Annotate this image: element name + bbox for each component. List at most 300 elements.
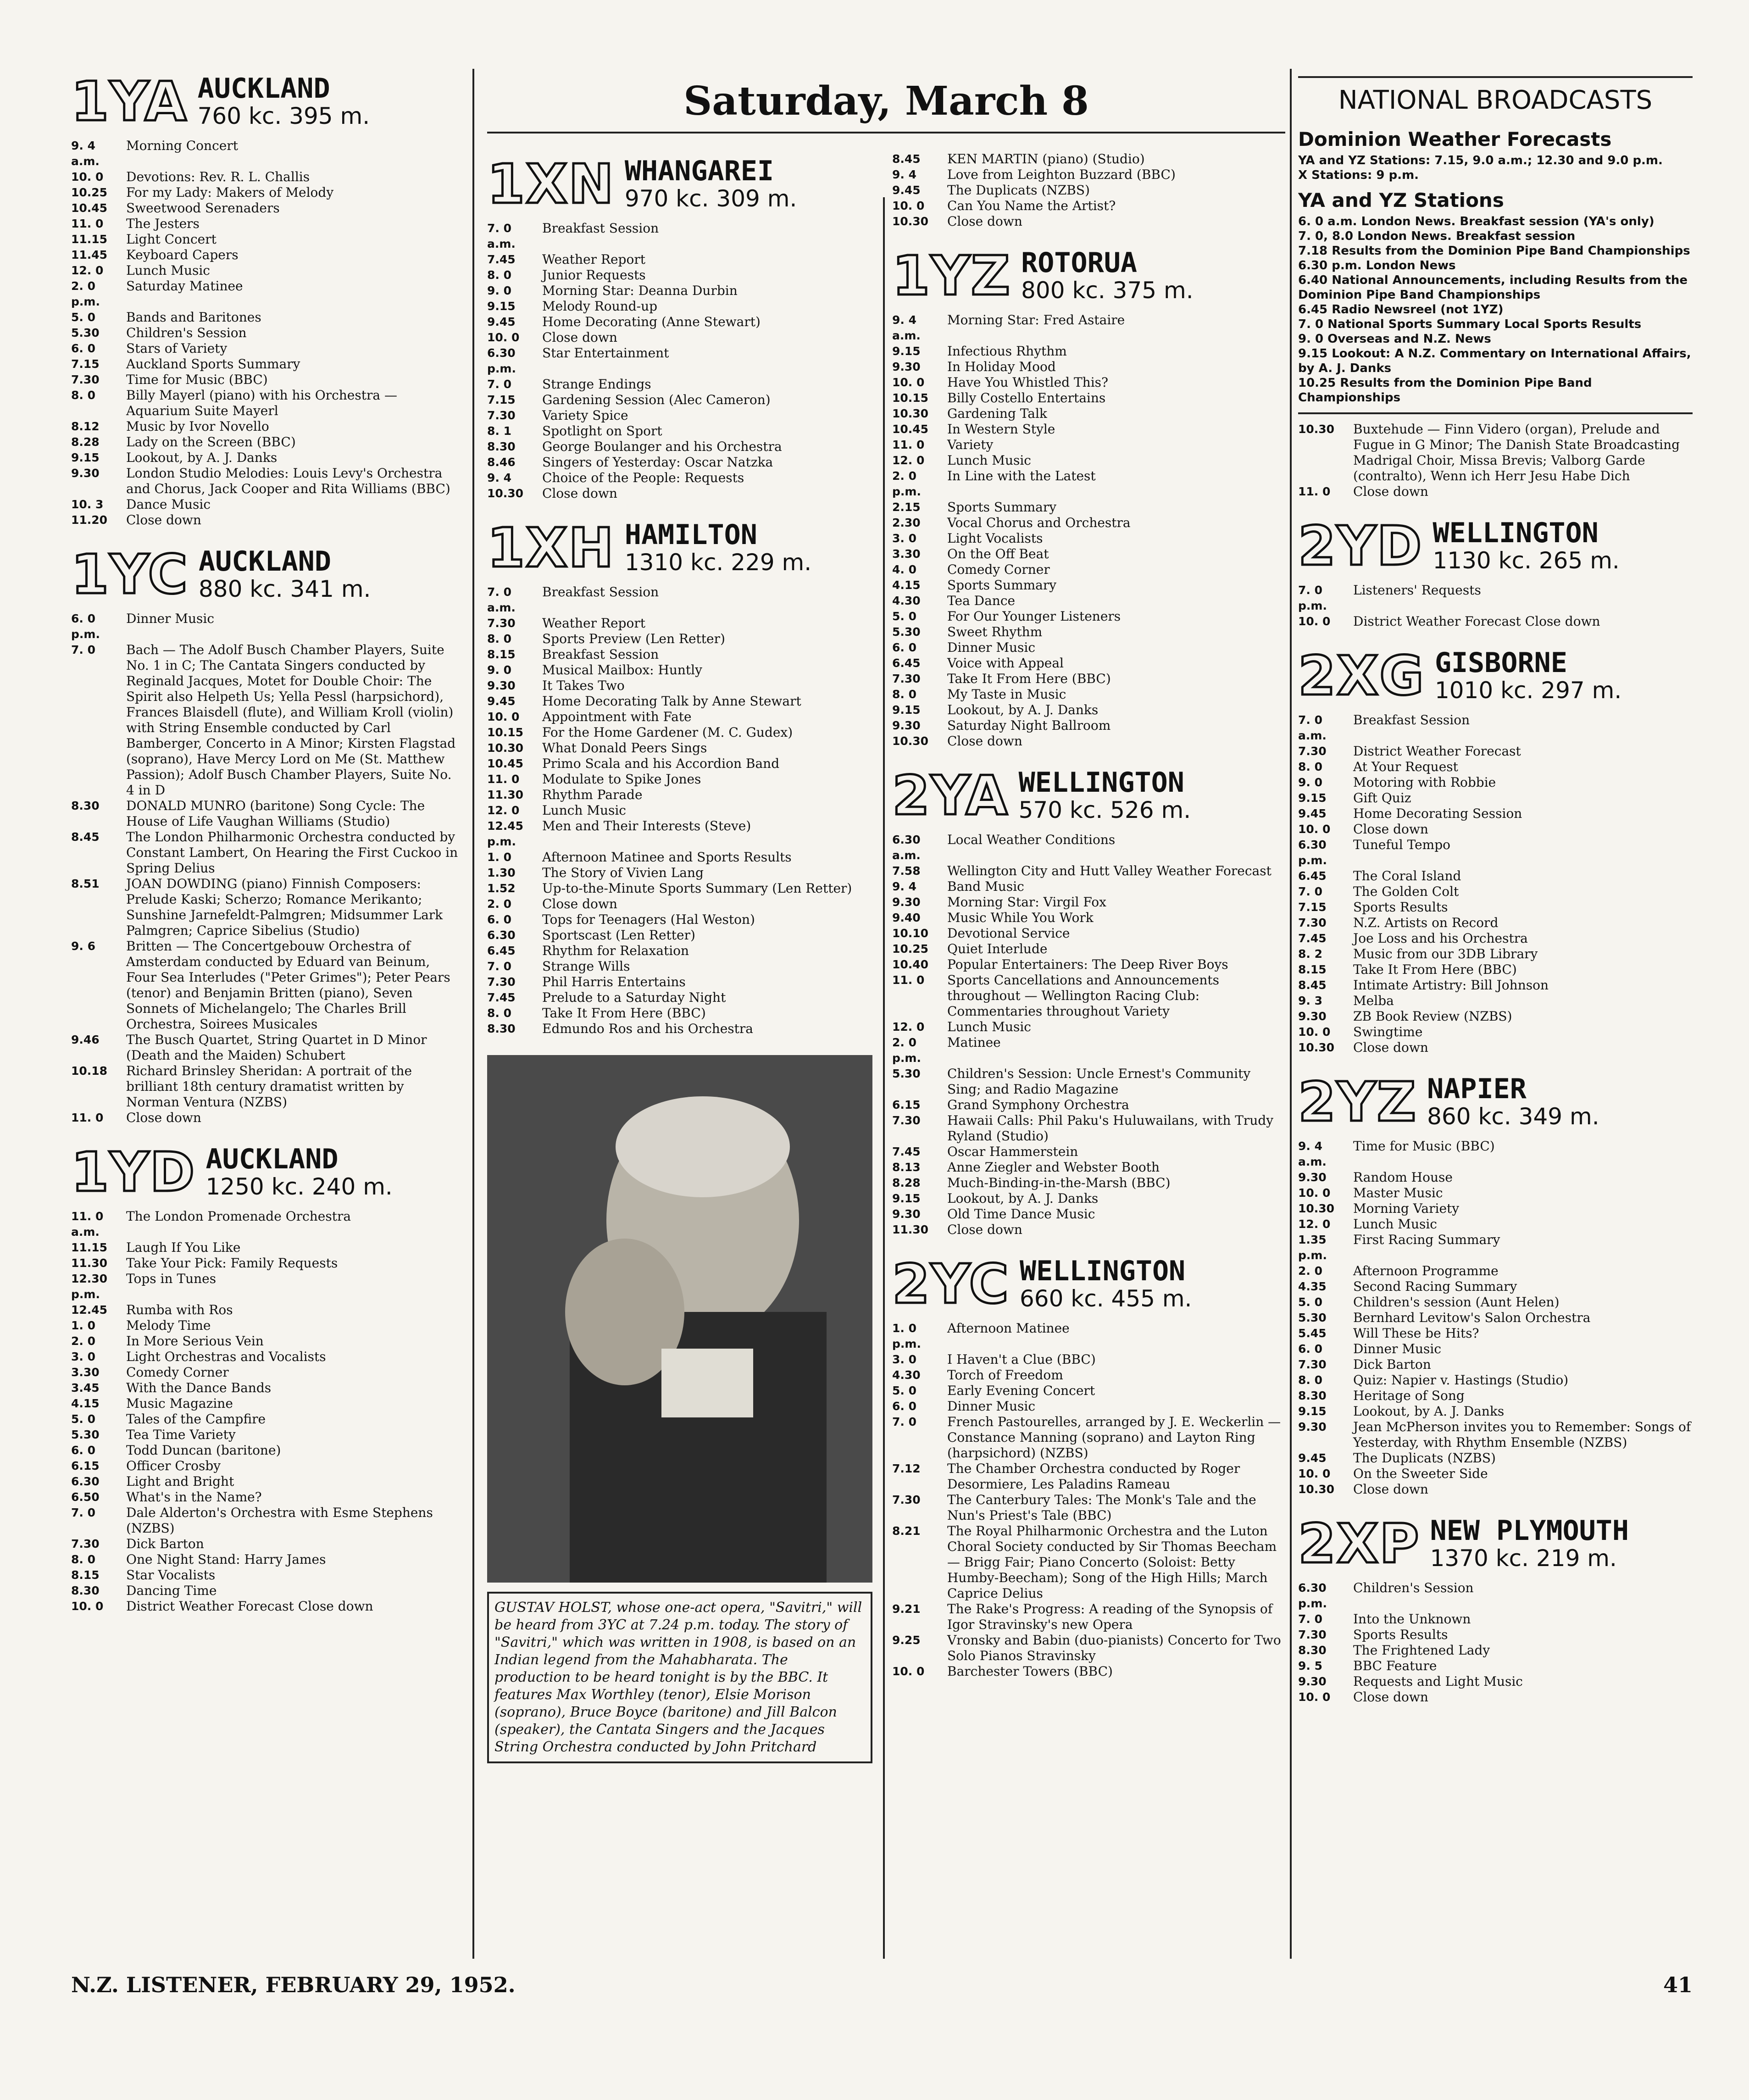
programme-title: Musical Mailbox: Huntly	[542, 662, 702, 678]
programme-row	[487, 486, 872, 501]
programme-time: 9.30	[1298, 1675, 1327, 1688]
programme-row	[1298, 1201, 1693, 1217]
programme-time: 5. 0	[892, 610, 916, 623]
station-frequency: 970 kc. 309 m.	[624, 185, 797, 212]
programme-row	[892, 453, 1284, 468]
programme-title: Rhythm for Relaxation	[542, 943, 689, 958]
programme-title: Children's Session: Uncle Ernest's Community Sing; and Radio Magazine	[947, 1066, 1251, 1097]
programme-time: 10. 3	[71, 498, 104, 511]
programme-title: In More Serious Vein	[126, 1333, 264, 1349]
programme-time: 3. 0	[892, 532, 916, 545]
programme-title: Sports Results	[1353, 900, 1448, 915]
programme-row	[487, 694, 872, 709]
programme-title: Devotional Service	[947, 926, 1070, 941]
programme-title: Will These be Hits?	[1353, 1326, 1479, 1341]
programme-time: 7.30	[892, 1493, 921, 1506]
programme-time: 8.30	[71, 1584, 100, 1597]
programme-title: Bernhard Levitow's Salon Orchestra	[1353, 1310, 1591, 1325]
programme-time: 9.30	[892, 895, 921, 909]
programme-time: 10.30	[892, 407, 929, 420]
programme-title: Tops in Tunes	[126, 1271, 217, 1286]
programme-title: The Royal Philharmonic Orchestra and the Luton Choral Society conducted by Sir Thomas Beecham — Brigg Fair; Piano Concerto (Soloist: Betty Humby-Beecham); Song of the High Hills; March Caprice Delius	[947, 1523, 1277, 1601]
programme-title: Lady on the Screen (BBC)	[126, 434, 296, 450]
programme-row	[892, 1601, 1284, 1633]
programme-time: 9. 4 a.m.	[1298, 1139, 1327, 1168]
programme-title: Close down	[126, 1110, 201, 1125]
programme-title: At Your Request	[1353, 759, 1458, 774]
programme-time: 5.30	[892, 625, 921, 639]
programme-title: The Frightened Lady	[1353, 1643, 1490, 1658]
programme-time: 10.30	[487, 487, 524, 500]
station-city: AUCKLAND	[198, 545, 331, 578]
programme-title: In Western Style	[947, 422, 1055, 437]
programme-title: Lookout, by A. J. Danks	[1353, 1404, 1505, 1419]
station-block	[71, 69, 461, 528]
programme-time: 6.45	[892, 656, 921, 670]
programme-row	[71, 939, 461, 1032]
programme-row	[892, 1383, 1284, 1399]
programme-time: 10.30	[892, 215, 929, 228]
programme-row	[487, 252, 872, 267]
programme-title: What's in the Name?	[126, 1489, 262, 1505]
station-header	[892, 763, 1284, 827]
programme-title: On the Off Beat	[947, 546, 1049, 561]
programme-title: Dancing Time	[126, 1583, 217, 1598]
programme-row	[1298, 1310, 1693, 1326]
programme-row	[71, 1333, 461, 1349]
programme-title: Sweet Rhythm	[947, 624, 1043, 639]
station-block	[1298, 1511, 1693, 1705]
station-city: GISBORNE	[1434, 647, 1567, 679]
programme-row	[892, 609, 1284, 624]
programme-time: 9. 0	[487, 663, 511, 677]
programme-title: Light Orchestras and Vocalists	[126, 1349, 326, 1364]
weather-title: Dominion Weather Forecasts	[1298, 128, 1612, 150]
programme-title: Men and Their Interests (Steve)	[542, 818, 751, 833]
programme-row	[487, 756, 872, 772]
programme-time: 7.30	[71, 1537, 100, 1550]
programme-title: The Rake's Progress: A reading of the Synopsis of Igor Stravinsky's new Opera	[947, 1601, 1273, 1632]
programme-row	[892, 624, 1284, 640]
programme-time: 10. 0	[487, 710, 520, 723]
programme-row	[487, 647, 872, 662]
programme-time: 9.30	[487, 679, 516, 692]
programme-row	[487, 439, 872, 455]
programme-time: 7.30	[1298, 1358, 1327, 1371]
station-info	[625, 156, 797, 211]
programme-time: 9.30	[71, 467, 100, 480]
programme-row	[1298, 712, 1693, 744]
programme-row	[892, 863, 1284, 879]
programme-row	[487, 330, 872, 345]
programme-title: London Studio Melodies: Louis Levy's Orchestra and Chorus, Jack Cooper and Rita Williams (BBC)	[126, 466, 450, 496]
programme-row	[487, 865, 872, 881]
programme-title: The Jesters	[126, 216, 200, 231]
programme-title: Sweetwood Serenaders	[126, 200, 280, 216]
programme-time: 6.30 p.m.	[487, 346, 516, 375]
national-item: 6.40 National Announcements, including Results from the Dominion Pipe Band Championships	[1298, 273, 1688, 302]
programme-time: 9. 6	[71, 939, 95, 953]
programme-time: 10. 0	[1298, 822, 1331, 836]
programme-row	[487, 943, 872, 959]
programme-title: Laugh If You Like	[126, 1240, 241, 1255]
programme-title: Billy Mayerl (piano) with his Orchestra — Aquarium Suite Mayerl	[126, 388, 397, 418]
programme-time: 11. 0	[1298, 485, 1331, 498]
programme-row	[71, 1302, 461, 1318]
programme-time: 3. 0	[892, 1353, 916, 1366]
station-city: AUCKLAND	[197, 72, 330, 105]
station-callsign: 2YC	[892, 1252, 1010, 1316]
programme-time: 1. 0	[71, 1319, 95, 1332]
programme-time: 4.30	[892, 594, 921, 607]
programme-row	[487, 678, 872, 694]
programme-title: Close down	[1353, 1689, 1428, 1705]
programme-row	[71, 216, 461, 232]
programme-title: Lunch Music	[126, 263, 210, 278]
programme-time: 7.15	[71, 357, 100, 371]
national-rule-bottom	[1298, 412, 1693, 414]
programme-title: Close down	[947, 214, 1022, 229]
programme-row	[1298, 962, 1693, 978]
programme-title: Infectious Rhythm	[947, 344, 1067, 359]
programme-title: Lunch Music	[947, 1019, 1031, 1034]
programme-time: 2. 0 p.m.	[71, 279, 100, 308]
programme-time: 9.15	[892, 703, 921, 717]
programme-title: For the Home Gardener (M. C. Gudex)	[542, 725, 793, 740]
programme-title: Close down	[1353, 1482, 1428, 1497]
programme-row	[1298, 1326, 1693, 1341]
programme-row	[1298, 946, 1693, 962]
programme-time: 8. 1	[487, 424, 511, 438]
programme-time: 1.30	[487, 866, 516, 879]
programme-row	[487, 662, 872, 678]
programme-row	[487, 470, 872, 486]
programme-title: Keyboard Capers	[126, 247, 239, 262]
programme-row	[487, 1021, 872, 1037]
column-rule	[472, 69, 474, 1959]
programme-title: Torch of Freedom	[947, 1367, 1063, 1383]
programme-title: For my Lady: Makers of Melody	[126, 185, 334, 200]
programme-row	[1298, 1139, 1693, 1170]
programme-title: Heritage of Song	[1353, 1388, 1465, 1403]
programme-row	[71, 1411, 461, 1427]
programme-title: Close down	[542, 486, 617, 501]
programme-title: With the Dance Bands	[126, 1380, 272, 1395]
programme-title: Close down	[1353, 822, 1428, 837]
programme-row	[892, 687, 1284, 702]
programme-title: Anne Ziegler and Webster Booth	[947, 1160, 1160, 1175]
programme-time: 9.15	[892, 344, 921, 358]
programme-title: Motoring with Robbie	[1353, 775, 1496, 790]
programme-time: 9.15	[71, 451, 100, 464]
station-callsign: 1YC	[71, 542, 189, 606]
programme-row	[1298, 1674, 1693, 1689]
programme-time: 10. 0	[892, 199, 925, 212]
portrait-image	[487, 1055, 872, 1583]
programme-time: 10. 0	[892, 376, 925, 389]
programme-row	[1298, 915, 1693, 931]
programme-time: 6.30	[487, 928, 516, 942]
programme-title: Close down	[542, 896, 617, 911]
programme-time: 7.30	[487, 975, 516, 989]
station-info	[1021, 248, 1194, 303]
programme-title: Dick Barton	[1353, 1357, 1431, 1372]
programme-time: 12. 0	[487, 804, 520, 817]
programme-time: 7.12	[892, 1462, 921, 1475]
programme-title: Love from Leighton Buzzard (BBC)	[947, 167, 1176, 182]
programme-title: Breakfast Session	[542, 647, 659, 662]
programme-title: Breakfast Session	[1353, 712, 1470, 728]
programme-row	[71, 1443, 461, 1458]
programme-title: Variety	[947, 437, 994, 452]
programme-time: 6. 0	[1298, 1342, 1322, 1356]
yayz-list	[1298, 214, 1693, 405]
national-item: 7.18 Results from the Dominion Pipe Band Championships	[1298, 244, 1690, 258]
station-header	[892, 1252, 1284, 1316]
programme-row	[487, 959, 872, 974]
station-frequency: 570 kc. 526 m.	[1018, 797, 1191, 823]
programme-time: 9.40	[892, 911, 921, 924]
programme-time: 10. 0	[892, 1665, 925, 1678]
programme-time: 5. 0	[71, 1412, 95, 1426]
programme-time: 5.30	[892, 1067, 921, 1080]
programme-title: Close down	[1353, 1040, 1428, 1055]
programme-time: 9.15	[892, 1192, 921, 1205]
programme-row	[487, 345, 872, 377]
programme-title: Lunch Music	[542, 803, 626, 818]
programme-title: Gift Quiz	[1353, 790, 1411, 806]
programme-title: Appointment with Fate	[542, 709, 692, 724]
programme-row	[892, 718, 1284, 733]
programme-title: Listeners' Requests	[1353, 583, 1481, 598]
programme-time: 10.30	[892, 734, 929, 748]
programme-title: Close down	[947, 1222, 1022, 1237]
programme-time: 9.30	[1298, 1010, 1327, 1023]
programme-title: The Coral Island	[1353, 868, 1461, 883]
programme-title: Popular Entertainers: The Deep River Boys	[947, 957, 1228, 972]
programme-time: 6.30	[71, 1475, 100, 1488]
programme-row	[892, 578, 1284, 593]
programme-time: 7. 0 a.m.	[487, 585, 516, 614]
programme-title: Take Your Pick: Family Requests	[126, 1256, 338, 1271]
programme-row	[892, 183, 1284, 198]
programme-row	[892, 733, 1284, 749]
programme-title: In Holiday Mood	[947, 359, 1056, 374]
station-header	[1298, 644, 1693, 707]
station-block	[892, 244, 1284, 749]
programme-time: 7.30	[487, 617, 516, 630]
programme-title: Sports Summary	[947, 578, 1057, 593]
programme-row	[1298, 837, 1693, 868]
programme-row	[892, 1633, 1284, 1664]
programme-time: 11. 0	[487, 772, 520, 786]
station-block	[892, 763, 1284, 1238]
programme-title: Random House	[1353, 1170, 1453, 1185]
programme-title: Melody Time	[126, 1318, 211, 1333]
programme-row	[487, 850, 872, 865]
programme-time: 9.25	[892, 1633, 921, 1647]
programme-row	[487, 392, 872, 408]
programme-row	[892, 214, 1284, 229]
programme-row	[487, 584, 872, 616]
programme-title: Vronsky and Babin (duo-pianists) Concerto for Two Solo Pianos Stravinsky	[947, 1633, 1281, 1663]
programme-row	[487, 423, 872, 439]
programme-row	[487, 709, 872, 725]
programme-time: 6.15	[892, 1098, 921, 1111]
programme-title: Children's Session	[1353, 1580, 1474, 1595]
programme-time: 10.15	[487, 726, 524, 739]
programme-row	[487, 725, 872, 740]
programme-title: Dick Barton	[126, 1536, 204, 1551]
programme-time: 10. 0	[1298, 615, 1331, 628]
programme-row	[1298, 806, 1693, 822]
programme-row	[1298, 422, 1693, 484]
programme-title: Singers of Yesterday: Oscar Natzka	[542, 455, 773, 470]
column-rule	[883, 197, 885, 1959]
programme-row	[892, 910, 1284, 926]
programme-title: Edmundo Ros and his Orchestra	[542, 1021, 754, 1036]
programme-title: Buxtehude — Finn Videro (organ), Prelude and Fugue in G Minor; The Danish State Broadcasting Madrigal Choir, Missa Brevis; Valborg Garde (contralto), Wenn ich Herr Jesu Habe Dich	[1353, 422, 1680, 483]
national-item: 7. 0, 8.0 London News. Breakfast session	[1298, 229, 1576, 243]
programme-time: 7. 0	[71, 643, 95, 656]
programme-row	[71, 1063, 461, 1110]
programme-time: 7.15	[1298, 900, 1327, 914]
programme-title: Dinner Music	[1353, 1341, 1442, 1356]
programme-title: Quiz: Napier v. Hastings (Studio)	[1353, 1372, 1569, 1388]
programme-row	[1298, 744, 1693, 759]
programme-time: 7. 0 a.m.	[1298, 713, 1327, 742]
programme-title: The Chamber Orchestra conducted by Roger Desormiere, Les Paladins Rameau	[947, 1461, 1240, 1492]
station-frequency: 1130 kc. 265 m.	[1433, 547, 1620, 574]
station-info	[1435, 648, 1621, 703]
programme-title: Lookout, by A. J. Danks	[947, 702, 1099, 717]
programme-time: 1. 0	[487, 850, 511, 864]
programme-title: Joe Loss and his Orchestra	[1353, 931, 1528, 946]
programme-row	[71, 1365, 461, 1380]
programme-time: 9.30	[892, 719, 921, 732]
programme-row	[1298, 484, 1693, 500]
programme-title: Star Entertainment	[542, 345, 669, 361]
programme-time: 6.45	[487, 944, 516, 957]
programme-title: BBC Feature	[1353, 1658, 1437, 1673]
programme-row	[892, 344, 1284, 359]
programme-title: Much-Binding-in-the-Marsh (BBC)	[947, 1175, 1171, 1190]
station-city: WELLINGTON	[1019, 1255, 1186, 1287]
programme-row	[71, 450, 461, 466]
programme-title: Modulate to Spike Jones	[542, 772, 701, 787]
programme-row	[1298, 1466, 1693, 1482]
programme-row	[71, 1552, 461, 1567]
programme-row	[487, 267, 872, 283]
programme-title: Devotions: Rev. R. L. Challis	[126, 169, 310, 184]
programme-title: Dale Alderton's Orchestra with Esme Stephens (NZBS)	[126, 1505, 433, 1536]
programme-title: Lunch Music	[1353, 1217, 1437, 1232]
programme-time: 7. 0	[71, 1506, 95, 1519]
programme-title: In Line with the Latest	[947, 468, 1096, 483]
programme-time: 6. 0	[892, 1400, 916, 1413]
programme-time: 8. 0	[71, 389, 95, 402]
programme-row	[892, 1160, 1284, 1175]
programme-row	[487, 283, 872, 299]
programme-time: 10.30	[1298, 422, 1335, 436]
weather-line: X Stations: 9 p.m.	[1298, 168, 1419, 182]
programme-time: 6.50	[71, 1490, 100, 1504]
column-2	[487, 151, 872, 1959]
programme-time: 3.30	[892, 547, 921, 561]
column-1	[71, 69, 461, 1959]
programme-title: Spotlight on Sport	[542, 423, 662, 439]
programme-row	[892, 1321, 1284, 1352]
programme-time: 8.30	[1298, 1644, 1327, 1657]
programme-row	[1298, 1658, 1693, 1674]
programme-time: 10. 0	[487, 331, 520, 344]
programme-title: Into the Unknown	[1353, 1611, 1471, 1627]
station-frequency: 760 kc. 395 m.	[197, 103, 370, 129]
programme-time: 4.15	[71, 1397, 100, 1410]
programme-title: Sports Results	[1353, 1627, 1448, 1642]
programme-row	[71, 1489, 461, 1505]
programme-row	[487, 896, 872, 912]
programme-title: Old Time Dance Music	[947, 1206, 1095, 1222]
programme-title: Bach — The Adolf Busch Chamber Players, Suite No. 1 in C; The Cantata Singers conducted by Reginald Jacques, Motet for Double Choir: The Spirit also Helpeth Us; Yella Pessl (harpsichord), Frances Blaisdell (flute), and William Kroll (violin) with String Ensemble conducted by Carl Bamberger, Concerto in A Minor; Kirsten Flagstad (soprano), Have Mercy Lord on Me (St. Matthew Passion); Adolf Busch Chamber Players, Suite No. 4 in D	[126, 642, 456, 798]
programme-title: Wellington City and Hutt Valley Weather Forecast	[947, 863, 1271, 878]
national-item: 7. 0 National Sports Summary Local Sports Results	[1298, 317, 1642, 331]
programme-row	[1298, 1419, 1693, 1450]
programme-time: 7. 0	[487, 960, 511, 973]
programme-row	[1298, 1185, 1693, 1201]
programme-row	[1298, 1689, 1693, 1705]
programme-time: 8.30	[1298, 1389, 1327, 1402]
programme-row	[892, 312, 1284, 344]
programme-time: 9.45	[487, 694, 516, 708]
station-callsign: 1YA	[71, 69, 188, 133]
programme-row	[487, 928, 872, 943]
programme-title: Weather Report	[542, 616, 645, 631]
programme-time: 7.30	[1298, 916, 1327, 929]
station-city: AUCKLAND	[205, 1143, 339, 1175]
station-block	[1298, 1070, 1693, 1497]
programme-time: 12. 0	[71, 264, 104, 277]
programme-time: 2.30	[892, 516, 921, 529]
programme-row	[71, 611, 461, 642]
programme-row	[1298, 1482, 1693, 1497]
programme-row	[487, 990, 872, 1006]
programme-time: 7.30	[1298, 1628, 1327, 1641]
programme-row	[71, 1349, 461, 1365]
programme-title: Light Concert	[126, 232, 217, 247]
programme-row	[892, 1191, 1284, 1206]
programme-row	[892, 1399, 1284, 1414]
programme-time: 11.30	[892, 1223, 929, 1236]
programme-title: Music from our 3DB Library	[1353, 946, 1538, 961]
programme-title: Afternoon Programme	[1353, 1263, 1499, 1278]
programme-row	[1298, 1388, 1693, 1404]
programme-time: 7.45	[1298, 932, 1327, 945]
portrait-photo	[487, 1055, 872, 1583]
programme-title: George Boulanger and his Orchestra	[542, 439, 782, 454]
programme-title: JOAN DOWDING (piano) Finnish Composers: Prelude Kaski; Scherzo; Romance Merikanto; Sunshine Jarnefeldt-Palmgren; Midsummer Lark Palmgren; Caprice Sibelius (Studio)	[126, 876, 443, 938]
programme-time: 6. 0	[71, 342, 95, 355]
programme-time: 7.30	[1298, 744, 1327, 758]
programme-title: The Canterbury Tales: The Monk's Tale and the Nun's Priest's Tale (BBC)	[947, 1492, 1256, 1523]
programme-time: 8.45	[1298, 978, 1327, 992]
programme-title: Auckland Sports Summary	[126, 356, 300, 372]
programme-row	[71, 434, 461, 450]
programme-title: Breakfast Session	[542, 221, 659, 236]
programme-time: 11.30	[71, 1256, 108, 1270]
programme-time: 7.30	[892, 1114, 921, 1127]
station-callsign: 2YZ	[1298, 1070, 1417, 1133]
